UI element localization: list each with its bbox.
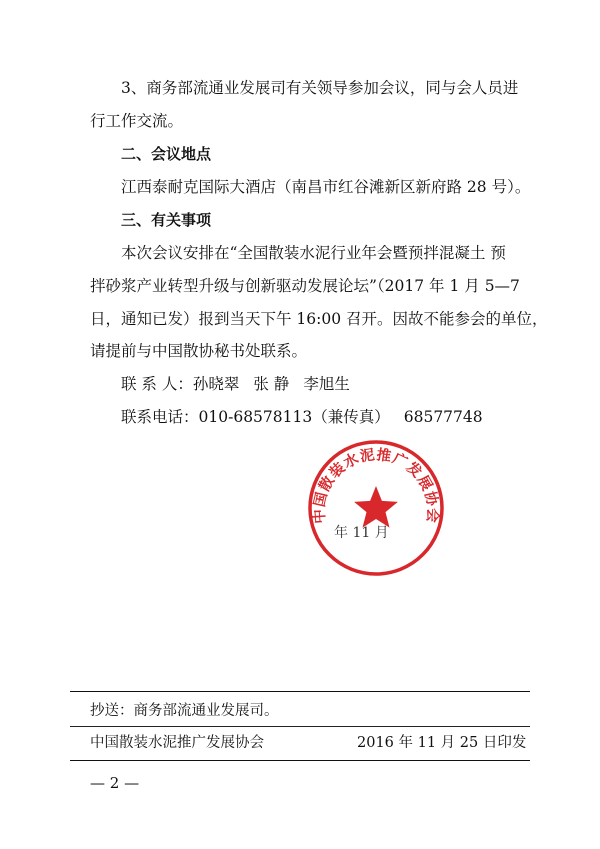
phone-label: 联系电话：	[121, 408, 199, 426]
cc-value: 商务部流通业发展司。	[133, 703, 279, 719]
svg-text:中国散装水泥推广发展协会: 中国散装水泥推广发展协会	[311, 447, 441, 525]
date-under-seal: 年 11 月	[334, 525, 389, 541]
phone-value: 010-68578113（兼传真）	[198, 408, 390, 426]
cc-label: 抄送：	[90, 703, 134, 719]
footer-print-date: 2016 年 11 月 25 日印发	[357, 735, 527, 751]
cc-line	[90, 701, 279, 721]
contact-name-2: 张 静	[253, 375, 290, 393]
paragraph-line1: 本次会议安排在“全国散装水泥行业年会暨预拌混凝土 预	[121, 244, 506, 262]
contact-label: 联 系 人：	[121, 375, 193, 393]
paragraph-line3: 日，通知已发）报到当天下午 16:00 召开。因故不能参会的单位，	[90, 310, 548, 328]
item3-line1: 3、商务部流通业发展司有关领导参加会议，同与会人员进	[121, 79, 519, 97]
paragraph-line2: 拌砂浆产业转型升级与创新驱动发展论坛”（2017 年 1 月 5—7	[90, 277, 520, 295]
section2-heading: 二、会议地点	[121, 145, 212, 163]
phone-value-2: 68577748	[403, 408, 483, 426]
paragraph-line4: 请提前与中国散协秘书处联系。	[90, 342, 308, 360]
footer-middle-rule	[70, 726, 530, 727]
star-icon	[354, 486, 398, 528]
footer-bottom-rule	[70, 760, 530, 761]
section2-text: 江西泰耐克国际大酒店（南昌市红谷滩新区新府路 28 号）。	[121, 178, 531, 196]
footer-top-rule	[70, 691, 530, 692]
item3-line2: 行工作交流。	[90, 112, 184, 130]
contact-persons	[121, 374, 350, 394]
page-number: — 2 —	[90, 774, 140, 792]
contact-name-1: 孙晓翠	[192, 375, 240, 393]
official-seal-stamp	[306, 438, 446, 578]
footer-org: 中国散装水泥推广发展协会	[90, 735, 264, 751]
contact-phone	[121, 407, 483, 427]
contact-name-3: 李旭生	[303, 375, 350, 393]
section3-heading: 三、有关事项	[121, 211, 212, 229]
